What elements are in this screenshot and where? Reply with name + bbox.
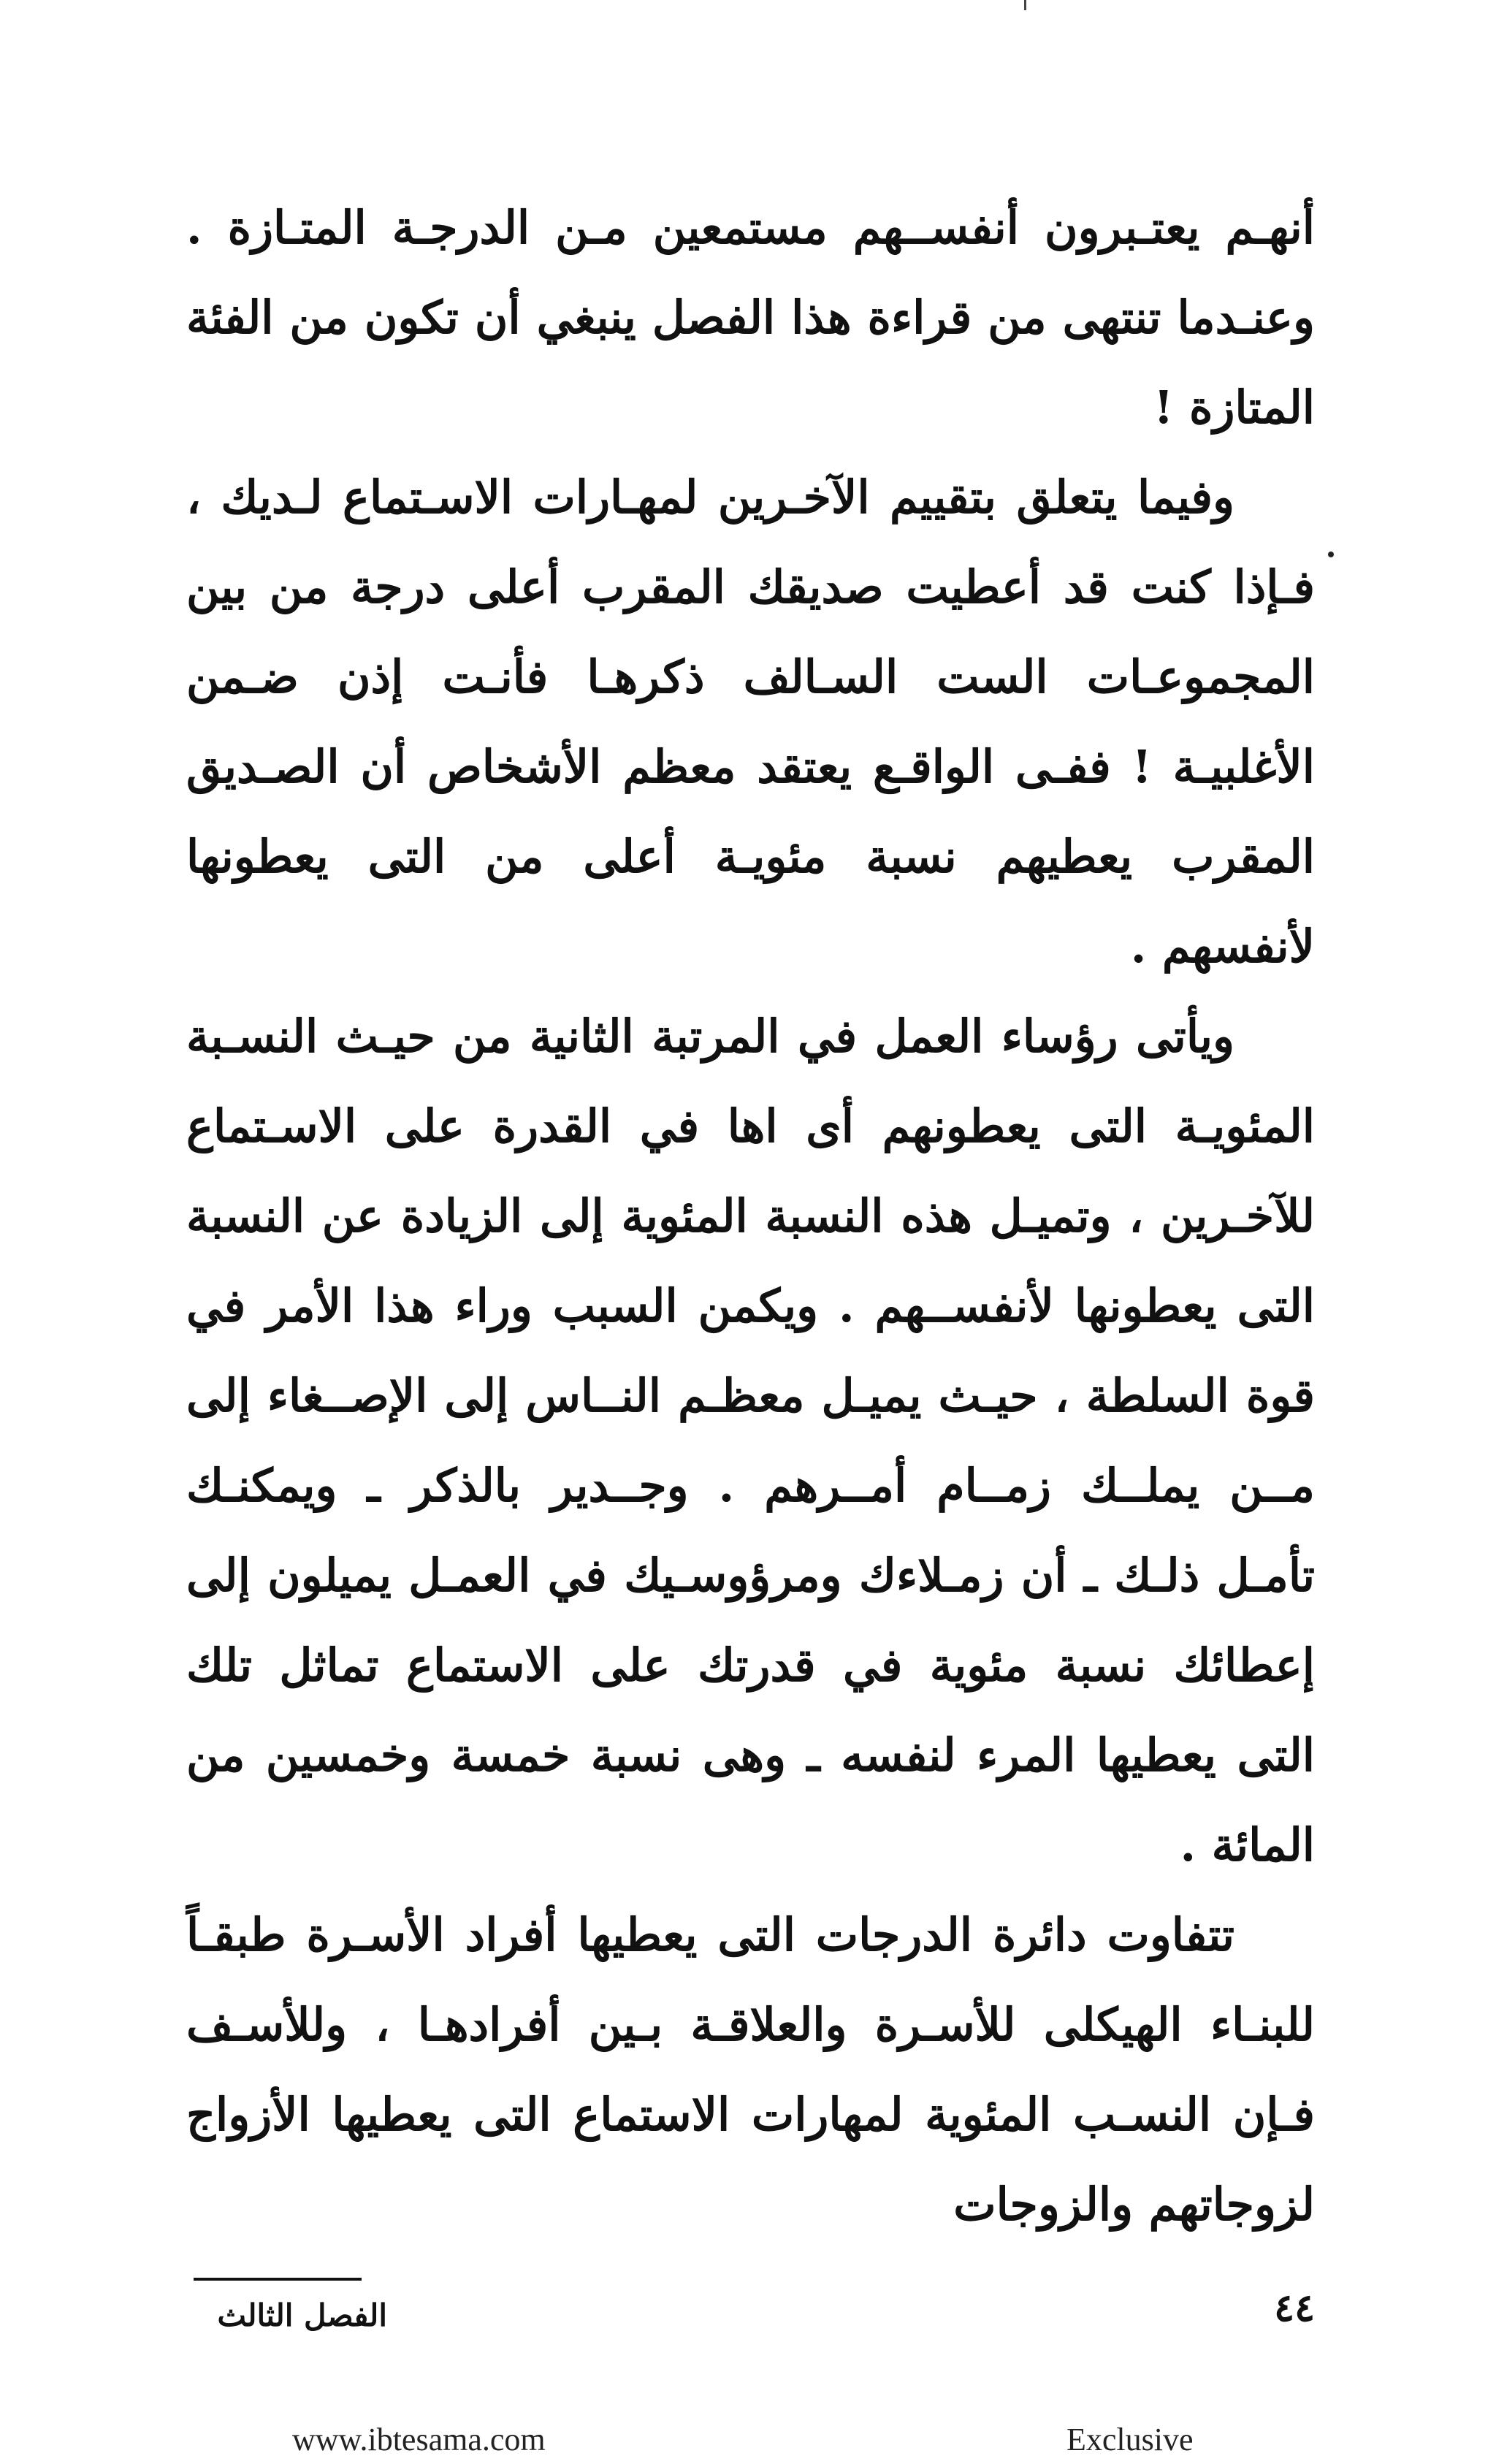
paragraph-3: ويأتى رؤساء العمل في المرتبة الثانية من حيـث النسـبة المئويـة التى يعطونهم أى اها في القدرة على الاسـتماع للآخـرين ، وتميـل هذه النسبة المئوية إلى الزيادة عن النسبة التى يعطونها لأنفســهم . ويكمن السبب وراء هذا الأمر في قوة السلطة ، حيـث يميـل معظـم النــاس إلى الإصــغاء إلى مــن يملــك زمــام أمــرهم . وجــدير بالذكر ـ ويمكنـك تأمـل ذلـك ـ أن زمـلاءك ومرؤوسـيك في العمـل يميلون إلى إعطائك نسبة مئوية في قدرتك على الاستماع تماثل تلك التى يعطيها المرء لنفسه ـ وهى نسبة خمسة وخمسين من المائة .	[186, 1010, 1315, 1872]
paragraph-2: وفيما يتعلق بتقييم الآخـرين لمهـارات الاسـتماع لـديك ، فـإذا كنت قد أعطيت صديقك المقرب أعلى درجة من بين المجموعـات الست السـالف ذكرهـا فأنـت إذن ضـمن الأغلبيـة ! ففـى الواقـع يعتقد معظم الأشخاص أن الصـديق المقرب يعطيهم نسبة مئويـة أعلى من التى يعطونها لأنفسهم .	[186, 470, 1316, 973]
paragraph-1: أنهـم يعتـبرون أنفســهم مستمعين مـن الدرجـة المتـازة . وعنـدما تنتهى من قراءة هذا الفصل ينبغي أن تكون من الفئة المتازة !	[186, 201, 1315, 434]
exclusive-label: Exclusive	[1066, 2422, 1194, 2457]
footer-rule	[194, 2278, 362, 2281]
page-body-text	[186, 183, 1315, 2249]
page-number: ٤٤	[1274, 2286, 1315, 2330]
margin-dot	[1328, 552, 1334, 557]
scan-mark	[1024, 0, 1026, 10]
website-link[interactable]: www.ibtesama.com	[292, 2422, 546, 2457]
paragraph-4: تتفاوت دائرة الدرجات التى يعطيها أفراد الأسـرة طبقـاً للبنـاء الهيكلى للأسـرة والعلاقـة بـين أفرادهـا ، وللأسـف فـإن النسـب المئوية لمهارات الاستماع التى يعطيها الأزواج لزوجاتهم والزوجات	[186, 1908, 1315, 2231]
chapter-label: الفصل الثالث	[217, 2297, 387, 2333]
